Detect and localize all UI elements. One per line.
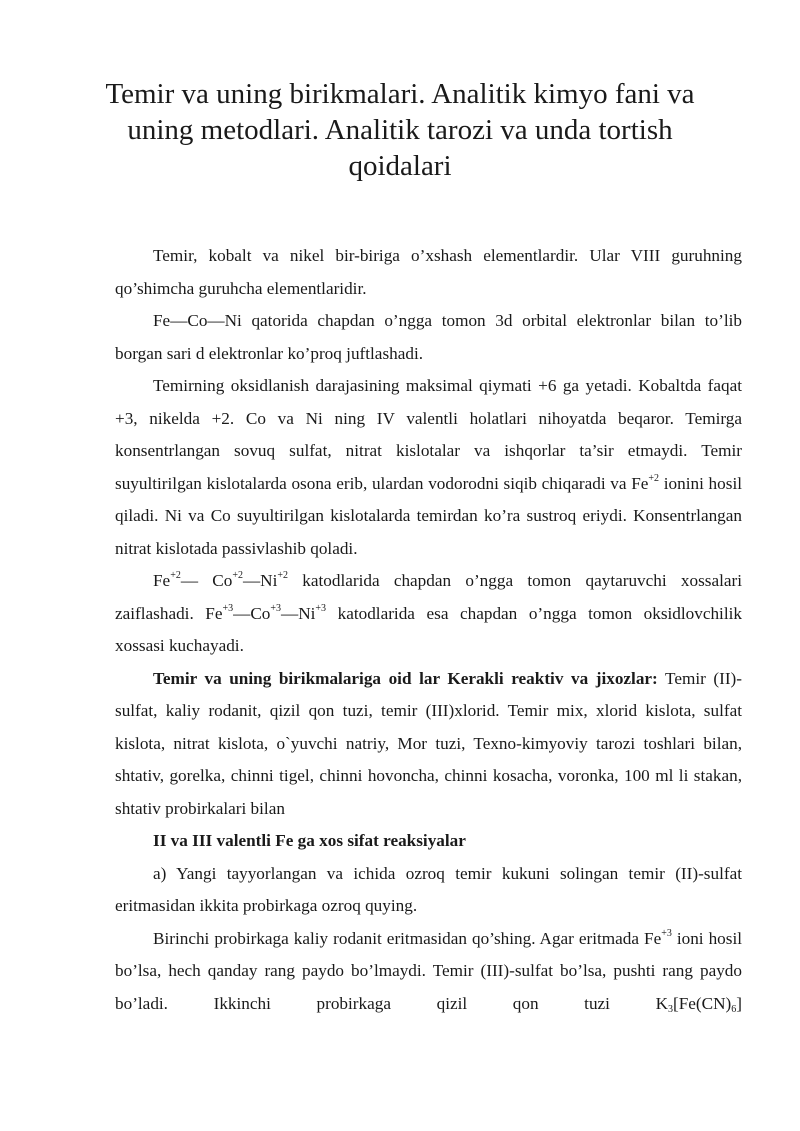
page-title: Temir va uning birikmalari. Analitik kimyo fani va uning metodlari. Analitik tarozi va unda tortish qoidalari — [105, 78, 695, 182]
text-run: — Co — [180, 571, 233, 590]
superscript: +3 — [222, 602, 234, 614]
text-run: [Fe(CN) — [673, 993, 732, 1013]
superscript: +2 — [232, 570, 243, 581]
text-run: Temir (II)-sulfat, kaliy rodanit, qizil qon tuzi, temir (III)xlorid. Temir mix, xlorid kislota, sulfat kislota, nitrat kislota, o`yuvchi natriy, Mor tuzi, Texno-kimyoviy tarozi toshlari bilan, shtativ, gorelka, chinni tigel, chinni hovoncha, chinni kosacha, voronka, 100 ml li stakan, shtativ probirkalari bilan — [115, 668, 742, 818]
paragraph-step-a: a) Yangi tayyorlangan va ichida ozroq temir kukuni solingan temir (II)-sulfat eritmasidan ikkita probirkaga ozroq quying. — [115, 863, 742, 915]
paragraph-cathodes — [115, 565, 742, 663]
text-run: ionini hosil qiladi. Ni va Co suyultirilgan kislotalarda temirdan ko’ra sustroq eriydi. Konsentrlangan nitrat kislotada passivlashib qoladi. — [115, 473, 742, 558]
paragraph-intro: Temir, kobalt va nikel bir-biriga o’xshash elementlardir. Ular VIII guruhning qo’shimcha guruhcha elementlaridir. — [115, 246, 742, 298]
superscript: +2 — [648, 472, 660, 484]
superscript: +2 — [277, 570, 288, 581]
text-run: Temirning oksidlanish darajasining maksimal qiymati +6 ga yetadi. Kobaltda faqat +3, nikelda +2. Co va Ni ning IV valentli holatlari nihoyatda beqaror. Temirga konsentrlangan sovuq sulfat, nitrat kislotalar va ishqorlar ta’sir etmaydi. Temir suyultirilgan kislotalarda osona erib, ulardan vodorodni siqib chiqaradi va Fe — [115, 376, 742, 493]
text-run: katodlarida esa chapdan o’ngga tomon oksidlovchilik xossasi kuchayadi. — [115, 603, 742, 655]
text-run: katodlarida chapdan o’ngga tomon qaytaruvchi xossalari zaiflashadi. Fe — [115, 571, 743, 623]
section-heading — [115, 825, 742, 858]
text-run: ] — [736, 993, 742, 1013]
document-body — [115, 240, 742, 1020]
superscript: +2 — [170, 570, 181, 581]
subscript: 3 — [668, 1003, 674, 1015]
bold-heading: Temir va uning birikmalariga oid lar Kerakli reaktiv va jixozlar: — [153, 668, 658, 688]
subscript: 6 — [731, 1003, 737, 1015]
paragraph-first-tube — [115, 923, 742, 1021]
text-run: Fe — [153, 571, 171, 590]
text-run: —Ni — [281, 603, 316, 623]
text-run: ioni hosil bo’lsa, hech qanday rang paydo bo’lmaydi. Temir (III)-sulfat bo’lsa, pushti rang paydo bo’ladi. Ikkinchi probirkaga qizil qon tuzi K — [115, 928, 742, 1013]
bold-heading: II va III valentli Fe ga xos sifat reaksiyalar — [153, 831, 466, 850]
paragraph-oxidation — [115, 370, 742, 565]
text-run: —Co — [233, 603, 271, 623]
superscript: +3 — [661, 927, 672, 939]
superscript: +3 — [270, 602, 282, 614]
paragraph-reagents — [115, 663, 742, 826]
paragraph-orbitals: Fe—Co—Ni qatorida chapdan o’ngga tomon 3d orbital elektronlar bilan to’lib borgan sari d elektronlar ko’proq juftlashadi. — [115, 311, 742, 363]
text-run: Birinchi probirkaga kaliy rodanit eritmasidan qo’shing. Agar eritmada Fe — [153, 928, 662, 948]
text-run: —Ni — [242, 571, 278, 590]
superscript: +3 — [315, 602, 327, 614]
